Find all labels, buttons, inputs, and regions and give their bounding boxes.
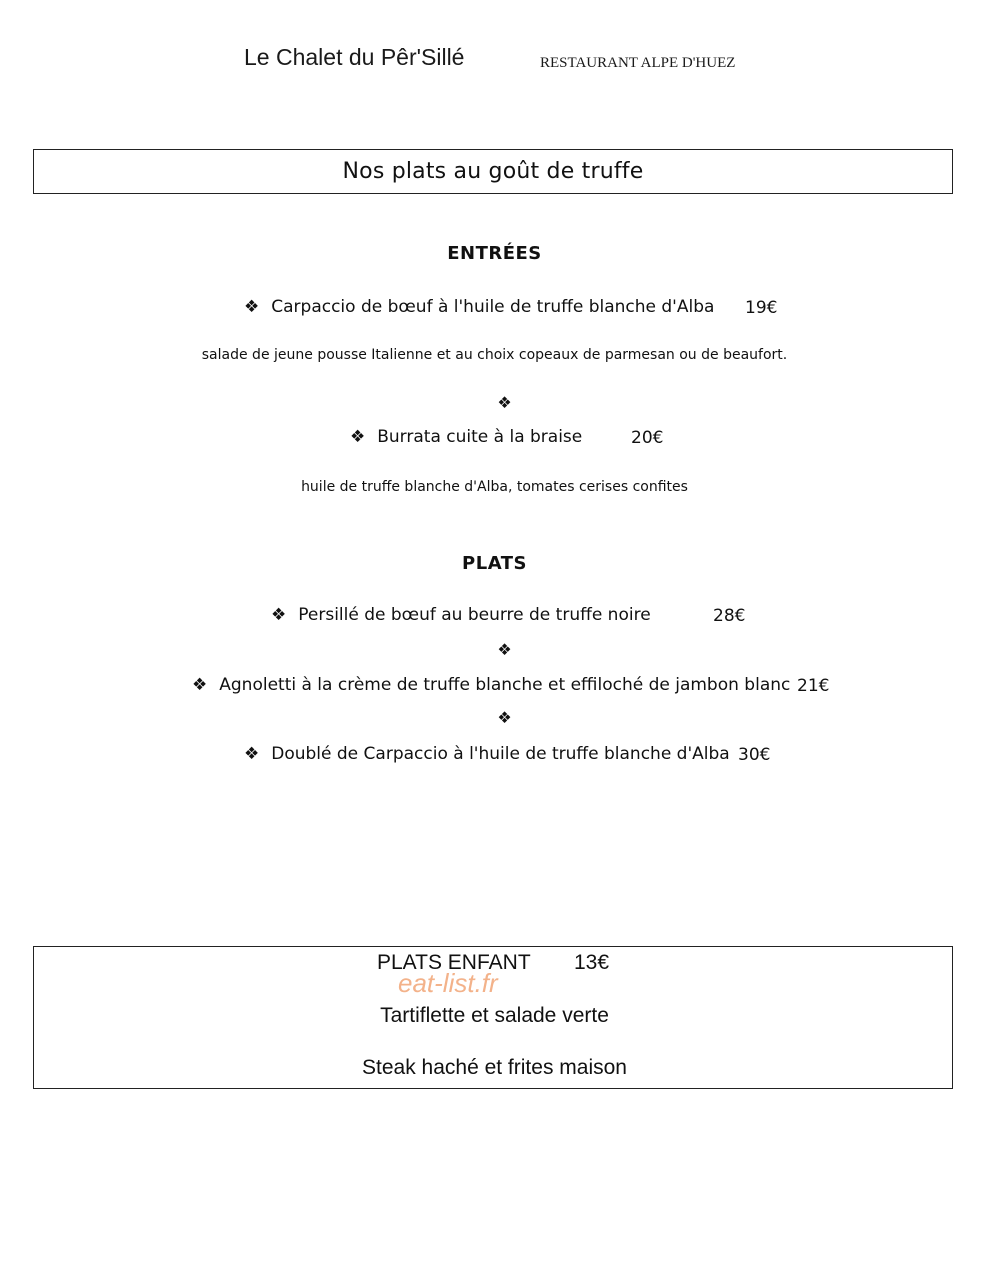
item-price: 21€ bbox=[797, 676, 830, 696]
diamond-bullet-icon: ❖ bbox=[192, 675, 208, 695]
item-name: Doublé de Carpaccio à l'huile de truffe blanche d'Alba bbox=[271, 744, 730, 764]
kids-menu-title: PLATS ENFANT bbox=[377, 951, 531, 974]
diamond-separator-icon: ❖ bbox=[497, 708, 512, 727]
diamond-bullet-icon: ❖ bbox=[350, 427, 366, 447]
item-name: Carpaccio de bœuf à l'huile de truffe blanche d'Alba bbox=[271, 297, 715, 317]
menu-title: Nos plats au goût de truffe bbox=[342, 159, 644, 184]
section-heading-plats: PLATS bbox=[462, 553, 527, 574]
kids-menu-item: Tartiflette et salade verte bbox=[380, 1004, 609, 1027]
menu-item bbox=[244, 297, 714, 317]
watermark: eat-list.fr bbox=[398, 968, 498, 998]
item-name: Persillé de bœuf au beurre de truffe noire bbox=[298, 605, 651, 625]
diamond-separator-icon: ❖ bbox=[497, 640, 512, 659]
item-name: Agnoletti à la crème de truffe blanche et effiloché de jambon blanc bbox=[219, 675, 791, 695]
kids-menu-item: Steak haché et frites maison bbox=[362, 1056, 627, 1079]
menu-item bbox=[271, 605, 651, 625]
item-price: 20€ bbox=[631, 428, 664, 448]
restaurant-name: Le Chalet du Pêr'Sillé bbox=[244, 44, 465, 70]
item-price: 30€ bbox=[738, 745, 771, 765]
menu-item bbox=[192, 675, 790, 695]
diamond-bullet-icon: ❖ bbox=[244, 744, 260, 764]
menu-item bbox=[244, 744, 730, 764]
menu-title-box bbox=[33, 149, 953, 194]
item-price: 28€ bbox=[713, 606, 746, 626]
diamond-bullet-icon: ❖ bbox=[244, 297, 260, 317]
item-description: huile de truffe blanche d'Alba, tomates cerises confites bbox=[301, 479, 688, 495]
menu-item bbox=[350, 427, 582, 447]
item-name: Burrata cuite à la braise bbox=[377, 427, 583, 447]
section-heading-entrees: ENTRÉES bbox=[447, 243, 542, 264]
item-description: salade de jeune pousse Italienne et au choix copeaux de parmesan ou de beaufort. bbox=[201, 347, 788, 363]
item-price: 19€ bbox=[745, 298, 778, 318]
restaurant-subtitle: RESTAURANT ALPE D'HUEZ bbox=[540, 55, 736, 71]
kids-menu-price: 13€ bbox=[574, 951, 610, 974]
diamond-separator-icon: ❖ bbox=[497, 393, 512, 412]
diamond-bullet-icon: ❖ bbox=[271, 605, 287, 625]
